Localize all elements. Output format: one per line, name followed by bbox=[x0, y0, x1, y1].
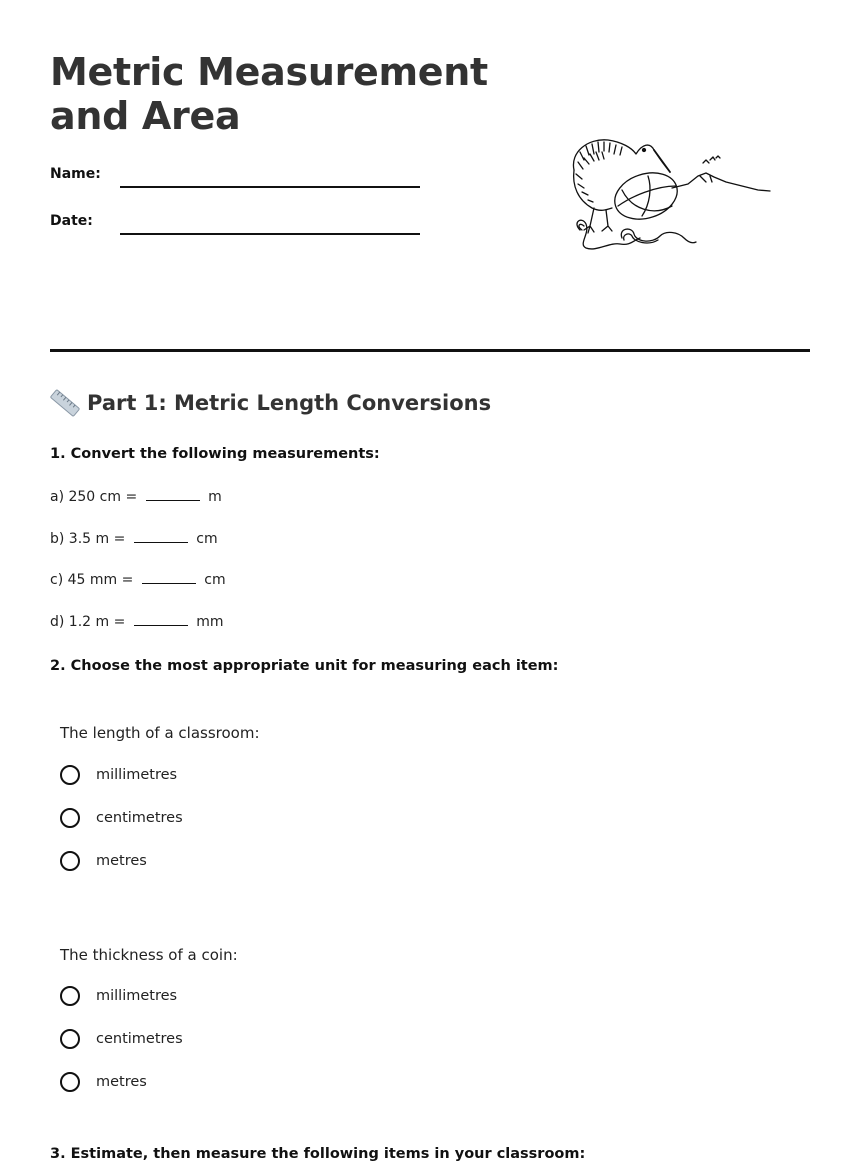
conversion-item-d bbox=[50, 613, 224, 630]
answer-blank[interactable] bbox=[134, 613, 188, 626]
part1-heading bbox=[50, 388, 491, 418]
title-line-1: Metric Measurement bbox=[50, 50, 488, 94]
conversion-item-c bbox=[50, 571, 226, 588]
conversion-unit: m bbox=[208, 489, 222, 505]
option-centimetres[interactable] bbox=[60, 1029, 183, 1049]
question-1-title: 1. Convert the following measurements: bbox=[50, 446, 380, 462]
page-title bbox=[50, 50, 488, 138]
option-label: metres bbox=[96, 1074, 147, 1090]
conversion-unit: cm bbox=[196, 531, 218, 547]
conversion-prompt: d) 1.2 m = bbox=[50, 614, 126, 630]
option-label: centimetres bbox=[96, 810, 183, 826]
option-label: centimetres bbox=[96, 1031, 183, 1047]
kiwi-illustration bbox=[560, 130, 775, 255]
option-label: millimetres bbox=[96, 767, 178, 783]
radio-button[interactable] bbox=[60, 851, 80, 871]
name-field[interactable] bbox=[120, 186, 420, 188]
section-divider bbox=[50, 349, 810, 352]
conversion-prompt: a) 250 cm = bbox=[50, 489, 138, 505]
radio-button[interactable] bbox=[60, 765, 80, 785]
question-3-title: 3. Estimate, then measure the following items in your classroom: bbox=[50, 1146, 586, 1162]
conversion-unit: mm bbox=[196, 614, 224, 630]
question-2-title: 2. Choose the most appropriate unit for measuring each item: bbox=[50, 658, 559, 674]
option-centimetres[interactable] bbox=[60, 808, 183, 828]
title-line-2: and Area bbox=[50, 94, 241, 138]
option-millimetres[interactable] bbox=[60, 986, 177, 1006]
conversion-item-b bbox=[50, 530, 218, 547]
conversion-prompt: b) 3.5 m = bbox=[50, 531, 126, 547]
conversion-item-a bbox=[50, 488, 222, 505]
date-field[interactable] bbox=[120, 233, 420, 235]
date-label: Date: bbox=[50, 213, 93, 229]
ruler-icon bbox=[50, 388, 80, 418]
unit-prompt-classroom: The length of a classroom: bbox=[60, 724, 260, 742]
option-metres[interactable] bbox=[60, 851, 147, 871]
conversion-unit: cm bbox=[204, 572, 226, 588]
answer-blank[interactable] bbox=[146, 488, 200, 501]
option-label: metres bbox=[96, 853, 147, 869]
radio-button[interactable] bbox=[60, 1072, 80, 1092]
option-millimetres[interactable] bbox=[60, 765, 177, 785]
option-metres[interactable] bbox=[60, 1072, 147, 1092]
radio-button[interactable] bbox=[60, 808, 80, 828]
radio-button[interactable] bbox=[60, 986, 80, 1006]
radio-button[interactable] bbox=[60, 1029, 80, 1049]
answer-blank[interactable] bbox=[134, 530, 188, 543]
answer-blank[interactable] bbox=[142, 571, 196, 584]
unit-prompt-coin: The thickness of a coin: bbox=[60, 946, 238, 964]
conversion-prompt: c) 45 mm = bbox=[50, 572, 134, 588]
option-label: millimetres bbox=[96, 988, 178, 1004]
part1-title: Part 1: Metric Length Conversions bbox=[87, 391, 492, 415]
name-label: Name: bbox=[50, 166, 101, 182]
